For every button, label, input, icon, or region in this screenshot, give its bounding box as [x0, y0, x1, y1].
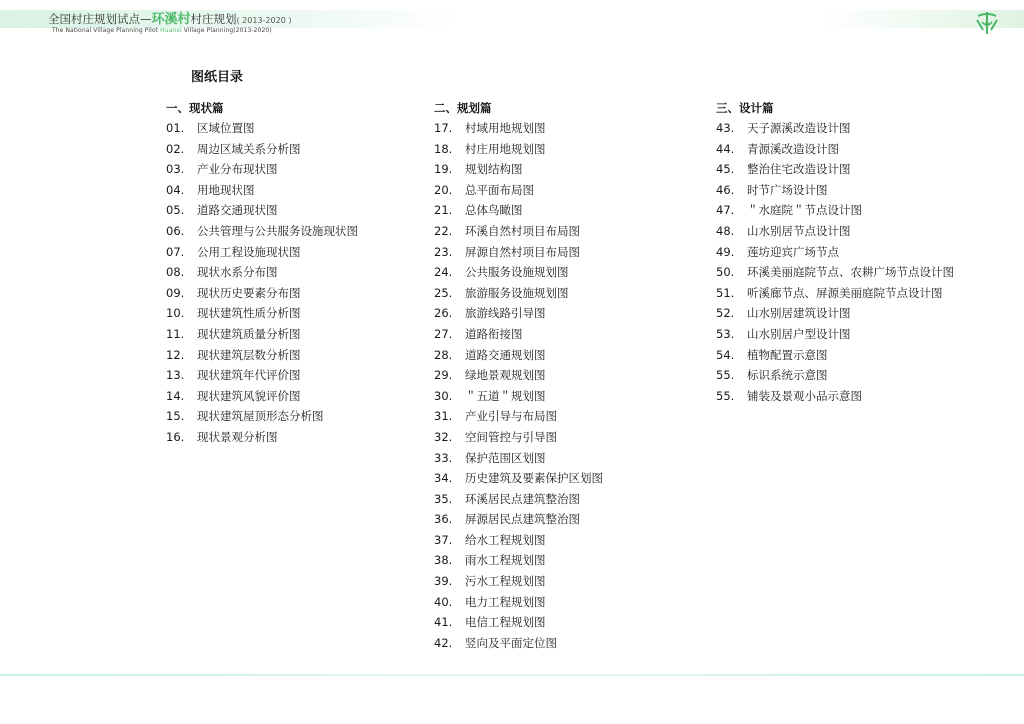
item-number: 07.: [166, 244, 185, 259]
item-number: 26.: [434, 306, 453, 321]
section-status: [166, 98, 358, 448]
item-number: 44.: [716, 141, 735, 156]
item-number: 53.: [716, 326, 735, 341]
section-heading: 三、设计篇: [716, 101, 774, 115]
item-label: 给水工程规划图: [465, 532, 546, 547]
list-item: [434, 448, 603, 469]
item-number: 14.: [166, 388, 185, 403]
item-number: 35.: [434, 491, 453, 506]
item-label: 产业分布现状图: [197, 162, 278, 177]
item-label: 山水别居建筑设计图: [747, 306, 851, 321]
list-item: [166, 139, 358, 160]
list-item: [166, 262, 358, 283]
list-item: [434, 139, 603, 160]
list-item: [716, 139, 954, 160]
header-title-years: ( 2013-2020 ): [236, 16, 292, 25]
list-item: [434, 242, 603, 263]
list-item: [166, 283, 358, 304]
list-item: [434, 509, 603, 530]
list-item: [716, 303, 954, 324]
item-number: 18.: [434, 141, 453, 156]
item-label: 植物配置示意图: [747, 347, 828, 362]
item-label: 现状建筑质量分析图: [197, 326, 301, 341]
item-number: 32.: [434, 429, 453, 444]
item-number: 22.: [434, 223, 453, 238]
item-number: 11.: [166, 326, 185, 341]
list-item: [716, 118, 954, 139]
page-title: 图纸目录: [191, 70, 244, 85]
header-subtitle: [52, 27, 272, 34]
item-label: 电力工程规划图: [465, 594, 546, 609]
list-item: [716, 221, 954, 242]
item-number: 04.: [166, 182, 185, 197]
item-label: 公共服务设施规划图: [465, 265, 569, 280]
item-label: 村庄用地规划图: [465, 141, 546, 156]
item-label: 用地现状图: [197, 182, 255, 197]
item-label: 道路交通现状图: [197, 203, 278, 218]
item-number: 17.: [434, 121, 453, 135]
list-item: [434, 283, 603, 304]
item-number: 50.: [716, 265, 735, 280]
item-label: 现状建筑年代评价图: [197, 368, 301, 383]
list-item: [434, 406, 603, 427]
item-number: 30.: [434, 388, 453, 403]
list-item: [434, 180, 603, 201]
section-heading: 二、规划篇: [434, 101, 492, 115]
list-item: [166, 345, 358, 366]
item-number: 54.: [716, 347, 735, 362]
item-label: ＂五道＂规划图: [465, 388, 546, 403]
item-number: 51.: [716, 285, 735, 300]
item-label: 现状景观分析图: [197, 429, 278, 444]
list-item: [166, 242, 358, 263]
item-number: 24.: [434, 265, 453, 280]
item-label: 山水别居户型设计图: [747, 326, 851, 341]
item-label: 历史建筑及要素保护区划图: [465, 471, 603, 486]
list-item: [166, 406, 358, 427]
item-number: 09.: [166, 285, 185, 300]
item-label: 现状建筑层数分析图: [197, 347, 301, 362]
item-number: 45.: [716, 162, 735, 177]
item-number: 49.: [716, 244, 735, 259]
header-title-suffix: 村庄规划: [190, 12, 237, 26]
list-item: [434, 530, 603, 551]
item-number: 48.: [716, 223, 735, 238]
item-number: 25.: [434, 285, 453, 300]
list-item: [434, 386, 603, 407]
list-item: [166, 200, 358, 221]
item-label: 公共管理与公共服务设施现状图: [197, 223, 358, 238]
list-item: [716, 262, 954, 283]
list-item: [166, 159, 358, 180]
item-label: 旅游线路引导图: [465, 306, 546, 321]
list-item: [434, 118, 603, 139]
list-item: [716, 180, 954, 201]
item-label: 旅游服务设施规划图: [465, 285, 569, 300]
section-heading: 一、现状篇: [166, 101, 224, 115]
item-label: ＂水庭院＂节点设计图: [747, 203, 862, 218]
item-label: 产业引导与布局图: [465, 409, 557, 424]
item-label: 莲坊迎宾广场节点: [747, 244, 839, 259]
header-subtitle-highlight: Huanxi: [160, 27, 182, 34]
list-item: [434, 159, 603, 180]
list-item: [716, 324, 954, 345]
item-number: 12.: [166, 347, 185, 362]
item-label: 青源溪改造设计图: [747, 141, 839, 156]
village-logo-icon: [974, 10, 1000, 36]
list-item: [166, 221, 358, 242]
list-item: [434, 633, 603, 654]
item-label: 竖向及平面定位图: [465, 635, 557, 650]
item-label: 道路衔接图: [465, 326, 523, 341]
list-item: [434, 489, 603, 510]
item-label: 环溪自然村项目布局图: [465, 223, 580, 238]
section-list: [166, 118, 358, 448]
page-header: [0, 0, 1024, 40]
item-number: 39.: [434, 574, 453, 589]
item-number: 55.: [716, 368, 735, 383]
item-label: 空间管控与引导图: [465, 429, 557, 444]
item-label: 现状建筑风貌评价图: [197, 388, 301, 403]
item-label: 现状水系分布图: [197, 265, 278, 280]
item-label: 总体鸟瞰图: [465, 203, 523, 218]
item-number: 28.: [434, 347, 453, 362]
item-label: 雨水工程规划图: [465, 553, 546, 568]
list-item: [716, 365, 954, 386]
item-number: 33.: [434, 450, 453, 465]
section-planning: [434, 98, 603, 653]
item-label: 村域用地规划图: [465, 121, 546, 135]
item-number: 37.: [434, 532, 453, 547]
header-title: [48, 10, 291, 28]
item-label: 时节广场设计图: [747, 182, 828, 197]
item-number: 10.: [166, 306, 185, 321]
header-subtitle-prefix: The National Village Planning Pilot: [52, 27, 161, 34]
item-label: 现状建筑屋顶形态分析图: [197, 409, 324, 424]
list-item: [434, 262, 603, 283]
item-label: 整治住宅改造设计图: [747, 162, 851, 177]
item-label: 道路交通规划图: [465, 347, 546, 362]
item-number: 43.: [716, 121, 735, 135]
item-label: 规划结构图: [465, 162, 523, 177]
item-number: 29.: [434, 368, 453, 383]
list-item: [716, 242, 954, 263]
item-number: 34.: [434, 471, 453, 486]
item-label: 环溪居民点建筑整治图: [465, 491, 580, 506]
item-number: 03.: [166, 162, 185, 177]
section-design: [716, 98, 954, 406]
header-title-highlight: 环溪村: [151, 12, 191, 27]
item-number: 41.: [434, 615, 453, 630]
item-label: 屏源居民点建筑整治图: [465, 512, 580, 527]
list-item: [434, 345, 603, 366]
item-number: 13.: [166, 368, 185, 383]
item-number: 47.: [716, 203, 735, 218]
list-item: [434, 468, 603, 489]
item-number: 31.: [434, 409, 453, 424]
item-number: 06.: [166, 223, 185, 238]
item-number: 20.: [434, 182, 453, 197]
section-list: [434, 118, 603, 653]
list-item: [434, 221, 603, 242]
item-label: 标识系统示意图: [747, 368, 828, 383]
item-number: 08.: [166, 265, 185, 280]
list-item: [716, 283, 954, 304]
item-number: 55.: [716, 388, 735, 403]
item-label: 污水工程规划图: [465, 574, 546, 589]
list-item: [166, 427, 358, 448]
item-label: 天子源溪改造设计图: [747, 121, 851, 135]
list-item: [434, 550, 603, 571]
footer-divider: [0, 674, 1024, 676]
list-item: [166, 324, 358, 345]
item-label: 铺装及景观小品示意图: [747, 388, 862, 403]
item-number: 21.: [434, 203, 453, 218]
item-number: 15.: [166, 409, 185, 424]
item-number: 46.: [716, 182, 735, 197]
item-number: 27.: [434, 326, 453, 341]
list-item: [434, 200, 603, 221]
list-item: [166, 118, 358, 139]
item-number: 05.: [166, 203, 185, 218]
item-label: 绿地景观规划图: [465, 368, 546, 383]
item-label: 公用工程设施现状图: [197, 244, 301, 259]
list-item: [434, 612, 603, 633]
item-number: 16.: [166, 429, 185, 444]
item-number: 36.: [434, 512, 453, 527]
list-item: [166, 365, 358, 386]
item-label: 环溪美丽庭院节点、农耕广场节点设计图: [747, 265, 954, 280]
list-item: [166, 386, 358, 407]
item-number: 23.: [434, 244, 453, 259]
item-label: 现状历史要素分布图: [197, 285, 301, 300]
list-item: [434, 571, 603, 592]
header-title-prefix: 全国村庄规划试点—: [48, 12, 152, 26]
list-item: [716, 386, 954, 407]
item-label: 电信工程规划图: [465, 615, 546, 630]
item-label: 屏源自然村项目布局图: [465, 244, 580, 259]
list-item: [716, 200, 954, 221]
item-label: 周边区域关系分析图: [197, 141, 301, 156]
item-label: 总平面布局图: [465, 182, 534, 197]
item-label: 山水别居节点设计图: [747, 223, 851, 238]
list-item: [434, 427, 603, 448]
item-number: 01.: [166, 121, 185, 135]
list-item: [166, 180, 358, 201]
item-label: 区域位置图: [197, 121, 255, 135]
item-label: 听溪廊节点、屏源美丽庭院节点设计图: [747, 285, 943, 300]
item-number: 02.: [166, 141, 185, 156]
list-item: [434, 592, 603, 613]
list-item: [434, 324, 603, 345]
item-number: 40.: [434, 594, 453, 609]
list-item: [434, 303, 603, 324]
list-item: [716, 345, 954, 366]
item-label: 现状建筑性质分析图: [197, 306, 301, 321]
item-number: 52.: [716, 306, 735, 321]
section-list: [716, 118, 954, 406]
list-item: [716, 159, 954, 180]
item-label: 保护范围区划图: [465, 450, 546, 465]
header-subtitle-suffix: Village Planning(2013-2020): [181, 27, 272, 34]
item-number: 19.: [434, 162, 453, 177]
item-number: 38.: [434, 553, 453, 568]
item-number: 42.: [434, 635, 453, 650]
list-item: [434, 365, 603, 386]
list-item: [166, 303, 358, 324]
